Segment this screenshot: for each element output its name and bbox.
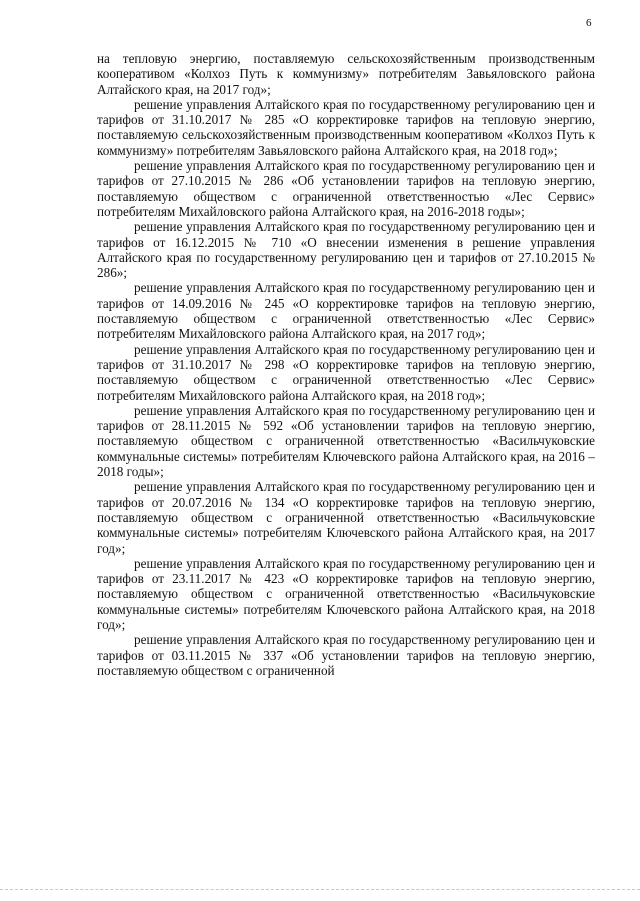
page-number: 6 [586, 17, 592, 29]
page-bottom-divider [0, 889, 640, 890]
paragraph-1: на тепловую энергию, поставляемую сельскохозяйственным производственным кооперативом «Колхоз Путь к коммунизму» потребителям Завьяловского района Алтайского края, на 2017 год»; [97, 51, 595, 97]
paragraph-2: решение управления Алтайского края по государственному регулированию цен и тарифов от 31.10.2017 № 285 «О корректировке тарифов на тепловую энергию, поставляемую сельскохозяйственным производственным кооперативом «Колхоз Путь к коммунизму» потребителям Завьяловского района Алтайского края, на 2018 год»; [97, 96, 595, 158]
paragraph-9: решение управления Алтайского края по государственному регулированию цен и тарифов от 23.11.2017 № 423 «О корректировке тарифов на тепловую энергию, поставляемую обществом с ограниченной ответственностью «Васильчуковские коммунальные системы» потребителям Ключевского района Алтайского края, на 2018 год»; [97, 555, 595, 632]
document-body [97, 51, 595, 678]
paragraph-4: решение управления Алтайского края по государственному регулированию цен и тарифов от 16.12.2015 № 710 «О внесении изменения в решение управления Алтайского края по государственному регулированию цен и тарифов от 27.10.2015 № 286»; [97, 219, 595, 281]
paragraph-3: решение управления Алтайского края по государственному регулированию цен и тарифов от 27.10.2015 № 286 «Об установлении тарифов на тепловую энергию, поставляемую обществом с ограниченной ответственностью «Лес Сервис» потребителям Михайловского района Алтайского края, на 2016-2018 годы»; [97, 158, 595, 219]
paragraph-7: решение управления Алтайского края по государственному регулированию цен и тарифов от 28.11.2015 № 592 «Об установлении тарифов на тепловую энергию, поставляемую обществом с ограниченной ответственностью «Васильчуковские коммунальные системы» потребителям Ключевского района Алтайского края, на 2016 – 2018 годы»; [97, 402, 595, 480]
paragraph-10: решение управления Алтайского края по государственному регулированию цен и тарифов от 03.11.2015 № 337 «Об установлении тарифов на тепловую энергию, поставляемую обществом с ограниченной [97, 632, 595, 678]
paragraph-8: решение управления Алтайского края по государственному регулированию цен и тарифов от 20.07.2016 № 134 «О корректировке тарифов на тепловую энергию, поставляемую обществом с ограниченной ответственностью «Васильчуковские коммунальные системы» потребителям Ключевского района Алтайского края, на 2017 год»; [97, 479, 595, 556]
paragraph-5: решение управления Алтайского края по государственному регулированию цен и тарифов от 14.09.2016 № 245 «О корректировке тарифов на тепловую энергию, поставляемую обществом с ограниченной ответственностью «Лес Сервис» потребителям Михайловского района Алтайского края, на 2017 год»; [97, 280, 595, 342]
paragraph-6: решение управления Алтайского края по государственному регулированию цен и тарифов от 31.10.2017 № 298 «О корректировке тарифов на тепловую энергию, поставляемую обществом с ограниченной ответственностью «Лес Сервис» потребителям Михайловского района Алтайского края, на 2018 год»; [97, 341, 595, 403]
